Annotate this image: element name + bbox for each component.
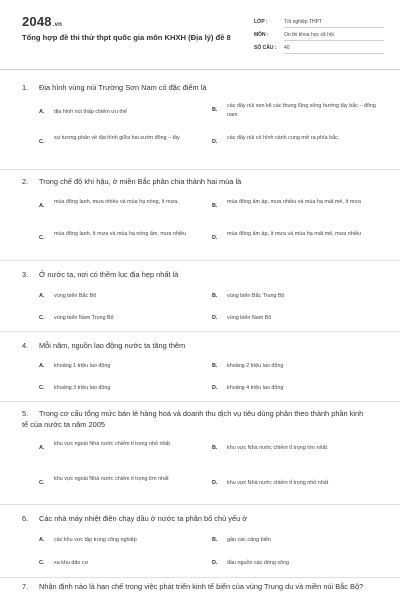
meta-class-label: LỚP :	[254, 19, 268, 25]
logo-suffix: .vn	[52, 22, 63, 28]
question-4	[0, 332, 400, 402]
meta-class-value: Tốt nghiệp THPT	[284, 19, 384, 28]
option-d[interactable]: D. vùng biển Nam Bộ	[212, 315, 272, 321]
option-d[interactable]: D. mùa đông ấm áp, ít mưa và mùa hạ mát mẻ, mưa nhiều	[212, 231, 361, 241]
site-logo[interactable]	[22, 14, 62, 29]
meta-class	[254, 17, 384, 30]
question-3	[0, 261, 400, 332]
option-c[interactable]: C. khoảng 3 triệu lao động	[39, 385, 111, 391]
meta-count-label: SỐ CÂU :	[254, 45, 277, 51]
option-a[interactable]: A. khu vực ngoài Nhà nước chiếm tỉ trọng nhỏ nhất	[39, 441, 170, 451]
meta-subject-label: MÔN :	[254, 32, 269, 38]
option-b[interactable]: B. khoảng 2 triệu lao động	[212, 363, 284, 369]
question-stem: 7. Nhận định nào là hạn chế trong việc phát triển kinh tế biển của vùng Trung du và miền núi Bắc Bộ?	[22, 582, 364, 591]
question-stem: 2. Trong chế độ khí hậu, ở miền Bắc phân chia thành hai mùa là	[22, 177, 242, 186]
option-d[interactable]: D. các dãy núi có hình cánh cung mở ra phía bắc.	[212, 135, 340, 145]
meta-count-value: 40	[284, 45, 384, 54]
option-a[interactable]: A. khoảng 1 triệu lao động	[39, 363, 111, 369]
option-c[interactable]: C. sự tương phản về địa hình giữa hai sườn đông – tây	[39, 135, 180, 145]
page-header	[0, 0, 400, 70]
option-b[interactable]: B. vùng biển Bắc Trung Bộ	[212, 293, 285, 299]
meta-subject	[254, 30, 384, 43]
option-d[interactable]: D. khoảng 4 triệu lao động	[212, 385, 284, 391]
logo-main: 2048	[22, 14, 52, 29]
meta-subject-value: Ôn thi khoa học xã hội	[284, 32, 384, 41]
option-b[interactable]: B. mùa đông ấm áp, mưa nhiều và mùa hạ mát mẻ, ít mưa	[212, 199, 361, 209]
option-a[interactable]: A. vùng biển Bắc Bộ	[39, 293, 97, 299]
option-c[interactable]: C. vùng biển Nam Trung Bộ	[39, 315, 114, 321]
option-b[interactable]: B. khu vực Nhà nước chiếm tỉ trọng lớn nhất	[212, 445, 327, 451]
option-a[interactable]: A. các khu vực tập trung công nghiệp	[39, 537, 137, 543]
question-stem: 1. Địa hình vùng núi Trường Sơn Nam có đặc điểm là	[22, 83, 207, 92]
option-a[interactable]: A. địa hình núi thấp chiếm ưu thế	[39, 109, 127, 115]
question-stem: 4. Mỗi năm, nguồn lao động nước ta tăng thêm	[22, 341, 186, 350]
meta-count	[254, 43, 384, 56]
exam-meta	[254, 17, 384, 56]
question-7	[0, 577, 400, 600]
question-stem: 3. Ở nước ta, nơi có thềm lục địa hẹp nhất là	[22, 270, 179, 279]
question-1	[0, 72, 400, 170]
question-5	[0, 402, 400, 505]
question-2	[0, 170, 400, 261]
option-c[interactable]: C. khu vực ngoài Nhà nước chiếm tỉ trọng lớn nhất	[39, 476, 169, 486]
question-stem: 5. Trong cơ cấu tổng mức bán lẻ hàng hoá và doanh thu dịch vụ tiêu dùng phân theo thành phần kinh tế của nước ta năm 2005	[22, 409, 364, 429]
exam-title: Tổng hợp đề thi thử thpt quốc gia môn KHXH (Địa lý) đề 8	[22, 33, 231, 42]
question-stem: 6. Các nhà máy nhiệt điện chạy dầu ở nước ta phân bố chủ yếu ở	[22, 514, 248, 523]
option-d[interactable]: D. đầu nguồn các dòng sông	[212, 560, 290, 566]
option-b[interactable]: B. các dãy núi xen kẽ các thung lũng sông hướng tây bắc – đông nam	[212, 103, 376, 118]
option-a[interactable]: A. mùa đông lạnh, mưa nhiều và mùa hạ nóng, ít mưa.	[39, 199, 179, 209]
option-d[interactable]: D. khu vực Nhà nước chiếm tỉ trọng nhỏ nhất	[212, 480, 329, 486]
option-c[interactable]: C. mùa đông lạnh, ít mưa và mùa hạ nóng ẩm, mưa nhiều	[39, 231, 187, 241]
option-c[interactable]: C. xa khu dân cư	[39, 560, 89, 566]
option-b[interactable]: B. gần các cảng biển	[212, 537, 271, 543]
